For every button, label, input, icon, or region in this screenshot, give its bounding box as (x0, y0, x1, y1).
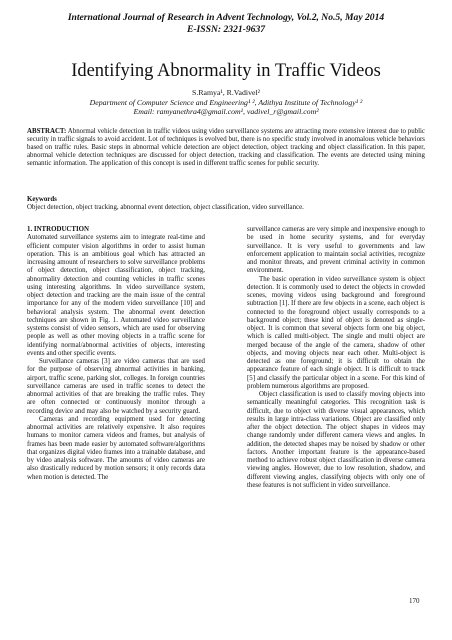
right-paragraph-2: The basic operation in video surveillance system is object detection. It is commonly used to detect the objects in crowded scenes, moving videos using background and foreground subtraction [1]. If there are few objects in a scene, each object is connected to the foreground object usually corresponds to a background object; these kind of object is denoted as single-object. It is common that several objects form one big object, which is called multi-object. The single and multi object are merged because of the angle of the camera, shadow of other objects, and moving objects near each other. Multi-object is detected as one foreground; it is difficult to obtain the appearance feature of each single object. It is difficult to track [5] and classify the particular object in a scene. For this kind of problem numerous algorithms are proposed. (247, 275, 425, 390)
journal-header (0, 12, 452, 36)
intro-paragraph-2: Surveillance cameras [3] are video cameras that are used for the purpose of observing abnormal activities in banking, airport, traffic scene, parking slot, colleges. In foreign countries surveillance cameras are used in traffic scenes to detect the abnormal activities of that are breaking the traffic rules. They are often connected or continuously monitor through a recording device and may also be watched by a security guard. (27, 358, 205, 415)
keywords-section (27, 196, 425, 212)
right-paragraph-1: surveillance cameras are very simple and inexpensive enough to be used in home security systems, and for everyday surveillance. It is very useful to governments and law enforcement application to maintain social activities, recognize and monitor threats, and prevent criminal activity in common environment. (247, 226, 425, 275)
journal-issn: E-ISSN: 2321-9637 (186, 24, 266, 35)
author-email: Email: ramyanethra4@gmail.com¹, vadivel_r@gmail.com² (133, 107, 319, 116)
keywords-heading: Keywords (27, 196, 57, 203)
paper-title: Identifying Abnormality in Traffic Videos (71, 61, 381, 81)
intro-paragraph-1: Automated surveillance systems aim to integrate real-time and efficient computer vision algorithms in order to assist human operation. This is an ambitious goal which has attracted an increasing amount of researchers to solve surveillance problems of object detection, object classification, object tracking, abnormality detection and counting vehicles in traffic scenes using interesting algorithms. In video surveillance system, object detection and tracking are the main issue of the central importance for any of the modern video surveillance [10] and behavioral analysis system. The abnormal event detection techniques are shown in Fig. 1. Automated video surveillance systems consist of video sensors, which are used for observing people as well as other moving objects in a traffic scene for identifying normal/abnormal activities of objects, interesting events and other specific events. (27, 234, 205, 357)
right-paragraph-3: Object classification is used to classify moving objects into semantically meaningful categories. This recognition task is difficult, due to object with diverse visual appearances, which results in large intra-class variations. Object are classified only after the object detection. The object shapes in videos may change randomly under different camera views and angles. In addition, the detected shapes may be noised by shadow or other factors. Another important feature is the appearance-based method to achieve robust object classification in diverse camera viewing angles. However, due to low resolution, shadow, and different viewing angles, classifying objects with only one of these features is not sufficient in video surveillance. (247, 391, 425, 489)
right-column (247, 226, 425, 490)
left-column (27, 226, 205, 482)
abstract-label: ABSTRACT: (27, 128, 67, 135)
author-names: S.Ramya¹, R.Vadivel² (192, 88, 260, 97)
author-block (0, 88, 452, 117)
abstract-text: Abnormal vehicle detection in traffic videos using video surveillance systems are attracting more extensive interest due to public security in traffic signals to avoid accident. Lot of techniques is evolved but, there is no specific study involved in anomalous vehicle behaviors based on traffic rules. Basic steps in abnormal vehicle detection are object detection, object tracking and object classification. In this paper, abnormal vehicle detection techniques are discussed for object detection, tracking and classification. The events are detected using mining semantic information. The application of this concept is used in different traffic scenes for public security. (27, 128, 425, 168)
page-number: 170 (409, 597, 420, 605)
keywords-text: Object detection, object tracking, abnormal event detection, object classification, video surveillance. (27, 204, 304, 212)
author-affiliation: Department of Computer Science and Engineering¹ ², Adithya Institute of Technology¹ ² (89, 97, 363, 107)
journal-citation: International Journal of Research in Advent Technology, Vol.2, No.5, May 2014 (67, 12, 385, 23)
abstract (27, 128, 425, 168)
intro-paragraph-3: Cameras and recording equipment used for detecting abnormal activities are relatively expensive. It also requires humans to monitor camera videos and frames, but analysis of frames has been made easier by automated software/algorithms that organizes digital video frames into a trainable database, and by video analysis software. The amounts of video cameras are also drastically reduced by motion sensors; it only records data when motion is detected. The (27, 415, 205, 481)
section-heading-introduction: 1. INTRODUCTION (27, 226, 90, 233)
